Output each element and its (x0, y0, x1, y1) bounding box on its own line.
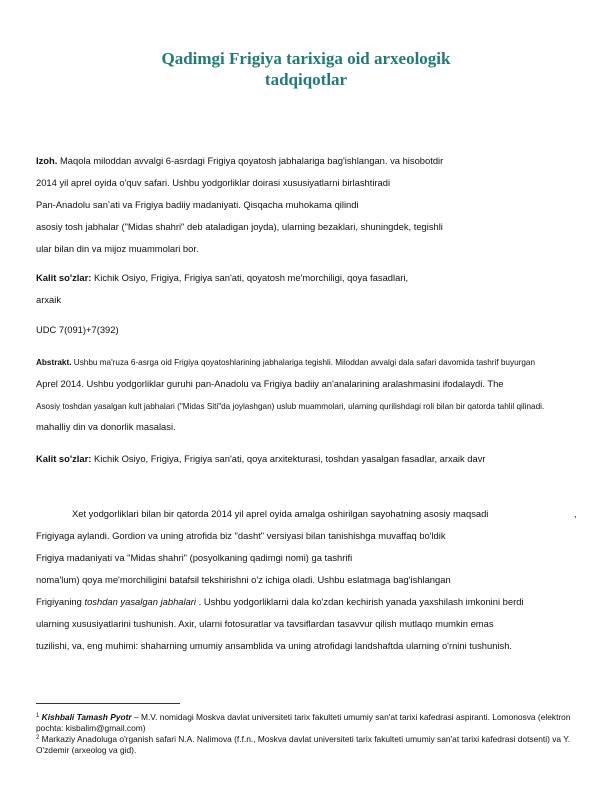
footnote-2-mark: 2 (36, 735, 40, 741)
body-line-1-end: , (574, 508, 577, 519)
keywords-text: Kichik Osiyo, Frigiya, Frigiya san'ati, qoyatosh me'morchiligi, qoya fasadlari, (93, 272, 409, 283)
footnote-divider (36, 703, 180, 704)
abstract-line-1 (36, 357, 535, 369)
body-line-5-post: . Ushbu yodgorliklarni dala ko'zdan kechirish yanada yaxshilash imkonini berdi (196, 596, 524, 607)
body-line-4: noma'lum) qoya me'morchiligini batafsil tekshirishni o'z ichiga oladi. Ushbu eslatmaga bag'ishlangan (36, 574, 451, 585)
footnote-2 (36, 733, 581, 755)
title-line-1: Qadimgi Frigiya tarixiga oid arxeologik (161, 49, 451, 68)
footnote-1-text: – M.V. nomidagi Moskva davlat universiteti tarix fakulteti umumiy san'at tarixi kafedrasi aspiranti. Lomonosva (elektron pochta: kisbalim@gmail.com) (36, 712, 571, 733)
footnote-2-text: Markaziy Anadoluga o'rganish safari N.A. Nalimova (f.f.n., Moskva davlat universiteti tarix fakulteti umumiy san'at tarixi kafedrasi dotsenti) va Y. O'zdemir (arxeolog va gid). (36, 734, 571, 755)
body-line-2: Frigiyaga aylandi. Gordion va uning atrofida biz "dasht" versiyasi bilan tanishishga muvaffaq bo'ldik (36, 530, 446, 541)
izoh-line-5: ular bilan din va mijoz muammolari bor. (36, 243, 199, 254)
izoh-line-2: 2014 yil aprel oyida o'quv safari. Ushbu yodgorliklar doirasi xususiyatlarni birlashtiradi (36, 177, 391, 188)
footnote-1 (36, 711, 581, 733)
izoh-line-4: asosiy tosh jabhalar ("Midas shahri" deb ataladigan joyda), ularning bezaklari, shuningdek, tegishli (36, 221, 443, 232)
udc-code: UDC 7(091)+7(392) (36, 324, 119, 335)
body-line-7: tuzilishi, va, eng muhimi: shaharning umumiy ansamblida va uning atrofidagi landshaftda ularning o'rnini tushunish. (36, 640, 513, 651)
footnote-1-author: Kishbali Tamash Pyotr (41, 712, 132, 722)
body-line-5-pre: Frigiyaning (36, 596, 85, 607)
body-line-5-italic: toshdan yasalgan jabhalari (84, 596, 197, 607)
page-title (0, 48, 612, 90)
izoh-label: Izoh. (36, 155, 58, 166)
body-line-3: Frigiya madaniyati va "Midas shahri" (posyolkaning qadimgi nomi) ga tashrifi (36, 552, 353, 563)
izoh-text: Maqola miloddan avvalgi 6-asrdagi Frigiya qoyatosh jabhalariga bag'ishlangan. va hisobotdir (59, 155, 444, 166)
abstract-label: Abstrakt. (36, 358, 72, 367)
body-line-5 (36, 596, 524, 608)
keywords-line-1 (36, 272, 408, 284)
keywords-line-2: arxaik (36, 294, 62, 305)
keywords-2-text: Kichik Osiyo, Frigiya, Frigiya san'ati, qoya arxitekturasi, toshdan yasalgan fasadlar, arxaik davr (93, 453, 486, 464)
keywords-label: Kalit so'zlar: (36, 272, 92, 283)
abstract-line-4: mahalliy din va donorlik masalasi. (36, 421, 176, 432)
keywords-2-line (36, 453, 486, 465)
keywords-2-label: Kalit so'zlar: (36, 453, 92, 464)
title-line-2: tadqiqotlar (264, 70, 348, 89)
body-line-6: ularning xususiyatlarini tushunish. Axir, ularni fotosuratlar va tavsiflardan tasavvur qilish mutlaqo mumkin emas (36, 618, 494, 629)
abstract-line-2: Aprel 2014. Ushbu yodgorliklar guruhi pan-Anadolu va Frigiya badiiy an'analarining aralashmasini ifodalaydi. The (36, 378, 504, 389)
izoh-line-1 (36, 155, 443, 167)
footnote-1-mark: 1 (36, 713, 40, 719)
izoh-line-3: Pan-Anadolu sanʼati va Frigiya badiiy madaniyati. Qisqacha muhokama qilindi (36, 199, 359, 210)
body-line-1: Xet yodgorliklari bilan bir qatorda 2014 yil aprel oyida amalga oshirilgan sayohatning asosiy maqsadi (72, 508, 489, 519)
abstract-line-3: Asosiy toshdan yasalgan kult jabhalari ("Midas Siti"da joylashgan) uslub muammolari, ularning qurilishdagi roli bilan bir qatorda tahlil qilinadi. (36, 402, 545, 411)
abstract-text: Ushbu ma'ruza 6-asrga oid Frigiya qoyatoshlarining jabhalariga tegishli. Miloddan avvalgi dala safari davomida tashrif buyurgan (73, 358, 536, 367)
